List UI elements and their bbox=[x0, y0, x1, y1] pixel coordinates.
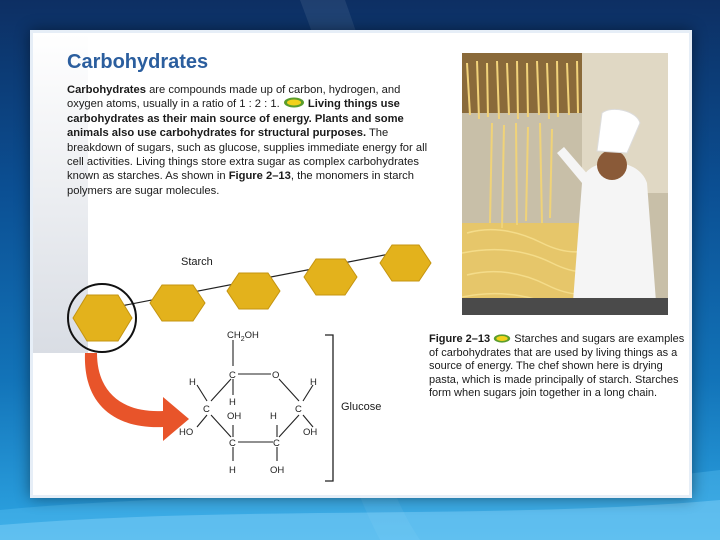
glucose-atoms bbox=[179, 330, 317, 476]
glucose-label: Glucose bbox=[341, 401, 382, 413]
atom-h: H bbox=[229, 397, 236, 408]
starch-hexagons bbox=[73, 245, 431, 341]
starch-hexagon-2 bbox=[150, 285, 205, 321]
atom-h: H bbox=[229, 465, 236, 476]
starch-hexagon-5 bbox=[380, 245, 431, 281]
body-bold-text: Living things use carbohydrates as their main source of energy. Plants and some animals also use carbohydrates for structural purposes. bbox=[67, 98, 404, 140]
atom-ho: HO bbox=[179, 427, 194, 438]
atom-ch2oh: $CH_2OH$ bbox=[227, 330, 259, 343]
body-text-1: are compounds made up of carbon, hydrogen, and oxygen atoms, usually in a ratio of 1 : 2 : 1. bbox=[67, 84, 401, 111]
atom-oh: OH bbox=[227, 411, 242, 422]
glucose-bonds bbox=[197, 340, 313, 461]
atom-h: H bbox=[270, 411, 277, 422]
chef-pasta-photo bbox=[462, 53, 668, 315]
caption-text: Starches and sugars are examples of carbohydrates that are used by living things as a source of energy. The chef shown here is drying pasta, which is made principally of starch. Starches form when sugars join together in a long chain. bbox=[429, 333, 685, 400]
glucose-bracket bbox=[325, 335, 333, 481]
figure-reference: Figure 2–13 bbox=[228, 170, 291, 183]
figure-caption bbox=[429, 333, 691, 401]
starch-hexagon-4 bbox=[304, 259, 357, 295]
atom-h: H bbox=[189, 377, 196, 388]
leaf-icon bbox=[493, 334, 511, 343]
caption-figure-number: Figure 2–13 bbox=[429, 333, 491, 345]
body-term: Carbohydrates bbox=[67, 84, 146, 96]
starch-hexagon-1 bbox=[73, 295, 132, 341]
atom-h: H bbox=[310, 377, 317, 388]
curved-arrow-icon bbox=[85, 353, 189, 441]
atom-oh: OH bbox=[270, 465, 285, 476]
body-text-3: , the monomers in starch polymers are sugar molecules. bbox=[67, 170, 414, 197]
atom-c2: C bbox=[273, 438, 280, 449]
atom-oh: OH bbox=[303, 427, 318, 438]
body-text-2: The breakdown of sugars, such as glucose, supplies immediate energy for all cell activities. Living things store extra sugar as complex carbohydrates known as starches. As shown in bbox=[67, 127, 428, 183]
starch-hexagon-3 bbox=[227, 273, 280, 309]
starch-label: Starch bbox=[181, 256, 213, 268]
atom-c1: C bbox=[295, 404, 302, 415]
textbook-page bbox=[30, 30, 692, 498]
page-title: Carbohydrates bbox=[67, 51, 209, 73]
atom-c4: C bbox=[203, 404, 210, 415]
atom-o: O bbox=[272, 370, 280, 381]
atom-c5: C bbox=[229, 370, 236, 381]
atom-c3: C bbox=[229, 438, 236, 449]
